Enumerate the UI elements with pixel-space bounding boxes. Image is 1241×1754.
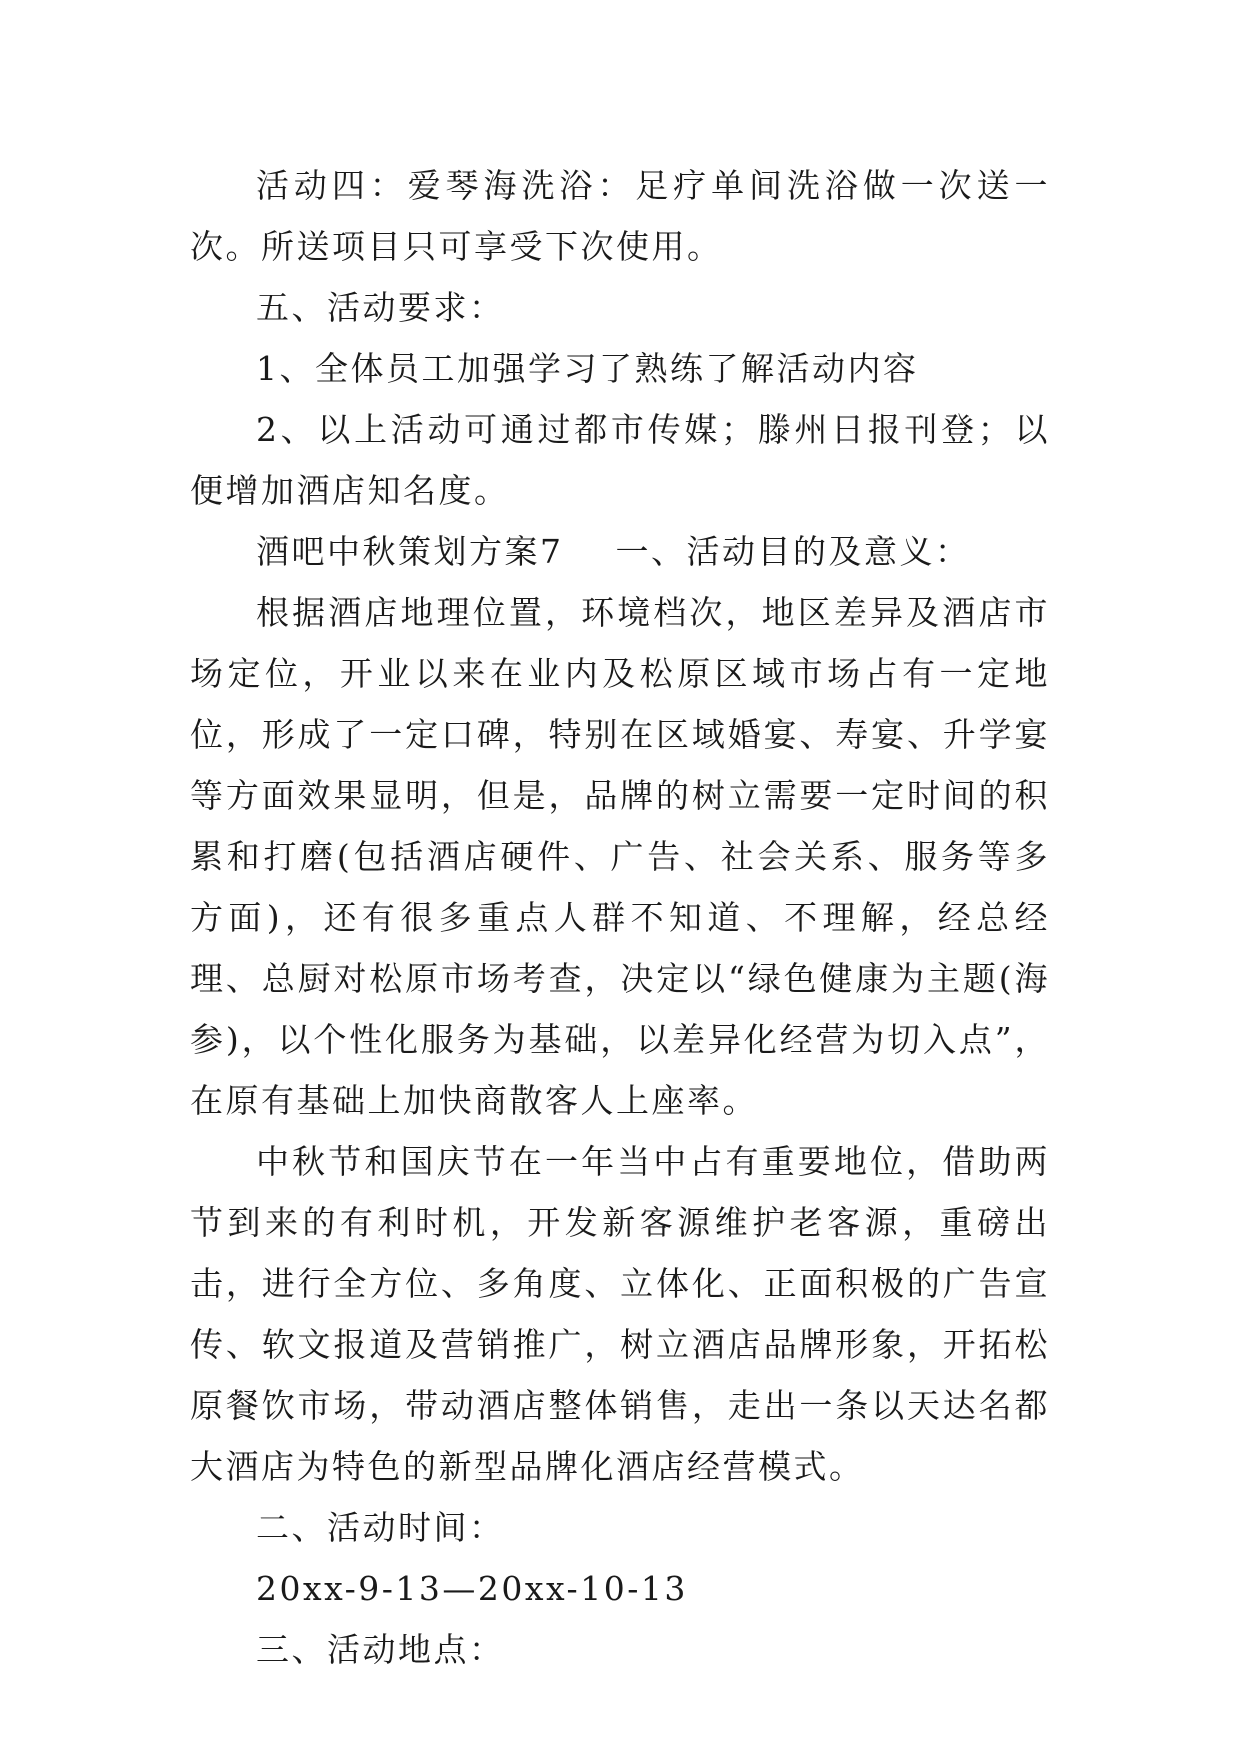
paragraph-time-range: 20xx-9-13—20xx-10-13 — [256, 1569, 688, 1608]
paragraph-time-heading: 二、活动时间： — [256, 1508, 505, 1547]
paragraph-purpose: 根据酒店地理位置，环境档次，地区差异及酒店市场定位，开业以来在业内及松原区域市场占有一定地位，形成了一定口碑，特别在区域婚宴、寿宴、升学宴等方面效果显明，但是，品牌的树立需要一定时间的积累和打磨(包括酒店硬件、广告、社会关系、服务等多方面)，还有很多重点人群不知道、不理解，经总经理、总厨对松原市场考查，决定以“绿色健康为主题(海参)，以个性化服务为基础，以差异化经营为切入点”，在原有基础上加快商散客人上座率。 — [190, 593, 1050, 1120]
paragraph-festival: 中秋节和国庆节在一年当中占有重要地位，借助两节到来的有利时机，开发新客源维护老客源，重磅出击，进行全方位、多角度、立体化、正面积极的广告宣传、软文报道及营销推广，树立酒店品牌形象，开拓松原餐饮市场，带动酒店整体销售，走出一条以天达名都大酒店为特色的新型品牌化酒店经营模式。 — [190, 1142, 1050, 1486]
purpose-heading: 一、活动目的及意义： — [615, 532, 971, 571]
plan-title: 酒吧中秋策划方案7 — [256, 532, 564, 571]
section-heading — [190, 521, 1050, 582]
paragraph-requirement-2: 2、以上活动可通过都市传媒；滕州日报刊登；以便增加酒店知名度。 — [190, 410, 1050, 510]
paragraph-requirement-1: 1、全体员工加强学习了熟练了解活动内容 — [256, 349, 919, 388]
paragraph-requirements-heading: 五、活动要求： — [256, 288, 505, 327]
paragraph-activity-four: 活动四：爱琴海洗浴：足疗单间洗浴做一次送一次。所送项目只可享受下次使用。 — [190, 166, 1050, 266]
document-body — [190, 155, 1050, 1680]
paragraph-location-heading: 三、活动地点： — [256, 1630, 505, 1669]
